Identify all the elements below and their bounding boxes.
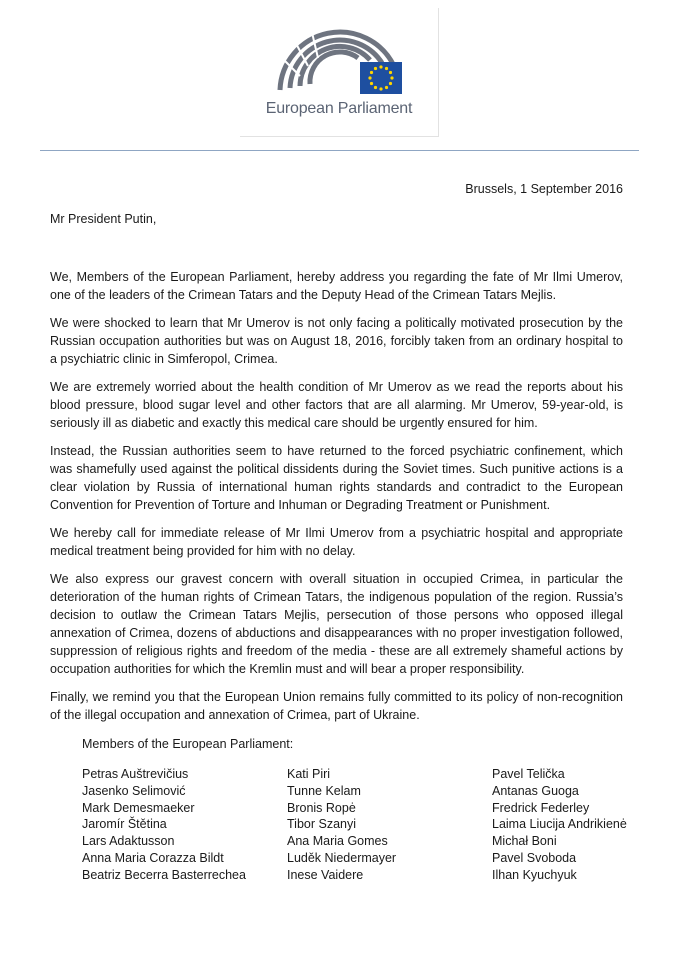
signer-name: Anna Maria Corazza Bildt <box>82 850 224 865</box>
signer-name: Pavel Telička <box>492 767 565 781</box>
signers-column-2 <box>287 766 396 884</box>
signer-name: Tunne Kelam <box>287 783 361 798</box>
signer-name: Petras Auštrevičius <box>82 767 189 781</box>
signer-name: Inese Vaidere <box>287 867 364 882</box>
letter-body <box>50 268 623 734</box>
signer-name: Jasenko Selimović <box>82 783 186 798</box>
paragraph: We were shocked to learn that Mr Umerov is not only facing a politically motivated prosecution by the Russian occupation authorities but was on August 18, 2016, forcibly taken from an ordinary hospital to a psychiatric clinic in Simferopol, Crimea. <box>50 316 623 366</box>
paragraph: We hereby call for immediate release of Mr Ilmi Umerov from a psychiatric hospital and appropriate medical treatment being provided for him with no delay. <box>50 526 623 558</box>
signer-name: Beatriz Becerra Basterrechea <box>82 867 246 882</box>
signer-name: Fredrick Federley <box>492 800 590 815</box>
european-parliament-logo <box>240 8 439 137</box>
signer-name: Pavel Svoboda <box>492 850 577 865</box>
signer-name: Mark Demesmaeker <box>82 800 195 815</box>
signer-name: Antanas Guoga <box>492 783 579 798</box>
paragraph: We are extremely worried about the health condition of Mr Umerov as we read the reports about his blood pressure, blood sugar level and other factors that are all alarming. Mr Umerov, 59-year-old, is seriously ill as diabetic and exactly this medical care should be urgently ensured for him. <box>50 380 623 430</box>
signer-name: Luděk Niedermayer <box>287 850 397 865</box>
signer-name: Kati Piri <box>287 767 331 781</box>
paragraph: Instead, the Russian authorities seem to have returned to the forced psychiatric confinement, which was shamefully used against the political dissidents during the Soviet times. Such punitive actions is a clear violation by Russia of international human rights standards and contradict to the European Convention for Prevention of Torture and Inhuman or Degrading Treatment or Punishment. <box>50 444 623 512</box>
signer-name: Michał Boni <box>492 834 557 849</box>
paragraph: We also express our gravest concern with overall situation in occupied Crimea, in particular the deterioration of the human rights of Crimean Tatars, the indigenous population of the region. Russia’s decision to outlaw the Crimean Tatars Mejlis, persecution of those persons who opposed illegal annexation of Crimea, dozens of abductions and disappearances with no proper investigation followed, suppression of religious rights and freedom of the media - these are all extremely shameful actions by occupation authorities for which the Kremlin must and will bear a proper responsibility. <box>50 572 623 676</box>
signer-name: Jaromír Štětina <box>82 817 167 832</box>
paragraph: Finally, we remind you that the European Union remains fully committed to its policy of non-recognition of the illegal occupation and annexation of Crimea, part of Ukraine. <box>50 690 623 722</box>
place-date: Brussels, 1 September 2016 <box>465 182 623 196</box>
signer-name: Bronis Ropė <box>287 800 356 815</box>
salutation: Mr President Putin, <box>50 212 157 226</box>
header-divider <box>40 150 639 151</box>
logo-text: European Parliament <box>265 100 413 117</box>
signer-name: Laima Liucija Andrikienė <box>492 817 627 832</box>
signer-name: Tibor Szanyi <box>287 817 357 832</box>
signer-name: Ana Maria Gomes <box>287 834 388 849</box>
paragraph: We, Members of the European Parliament, hereby address you regarding the fate of Mr Ilmi Umerov, one of the leaders of the Crimean Tatars and the Deputy Head of the Crimean Tatars Mejlis. <box>50 270 623 302</box>
signers-heading: Members of the European Parliament: <box>82 737 294 751</box>
parliament-hemicycle-icon <box>274 18 406 98</box>
signer-name: Ilhan Kyuchyuk <box>492 867 577 882</box>
signer-name: Lars Adaktusson <box>82 834 175 849</box>
signers-column-1 <box>82 766 246 884</box>
signers-column-3 <box>492 766 627 884</box>
